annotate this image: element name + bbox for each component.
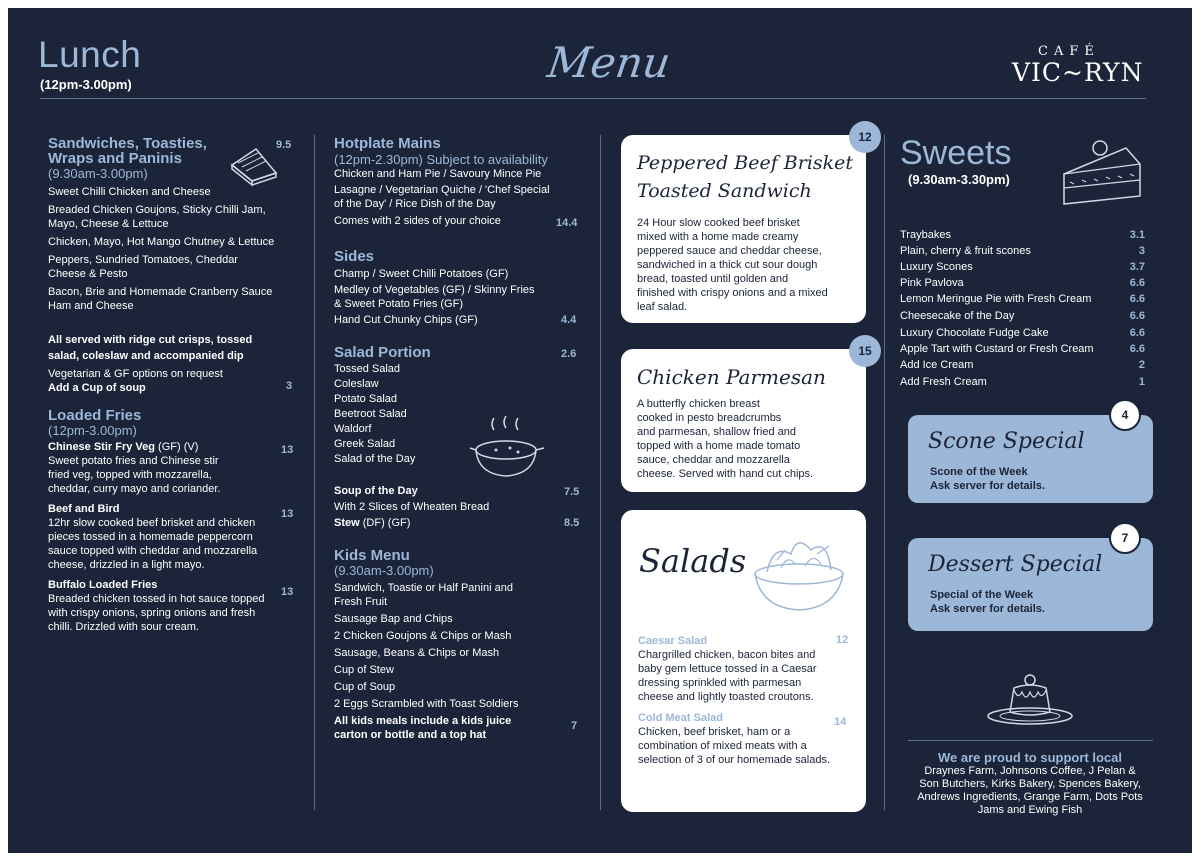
stew-name: Stew xyxy=(334,517,360,529)
hotplate-line: Comes with 2 sides of your choice xyxy=(334,215,501,227)
header-divider xyxy=(40,98,1146,99)
fries-item-desc: with crispy onions, spring onions and fresh xyxy=(48,607,256,619)
sandwiches-price: 9.5 xyxy=(276,139,292,151)
kids-section xyxy=(334,548,584,742)
hotplate-sub: (12pm-2.30pm) Subject to availability xyxy=(334,152,548,167)
sides-price: 4.4 xyxy=(561,314,577,326)
cake-slice-icon xyxy=(1056,134,1146,210)
kids-item: Cup of Stew xyxy=(334,664,394,676)
hotplate-line: Lasagne / Vegetarian Quiche / 'Chef Special xyxy=(334,184,550,196)
fries-item-desc: cheese, drizzled in a light mayo. xyxy=(48,559,205,571)
fries-item-name: Buffalo Loaded Fries xyxy=(48,579,158,591)
parmesan-desc: A butterfly chicken breast xyxy=(637,398,760,410)
sweet-price: 6.6 xyxy=(1129,293,1145,305)
fries-item-desc: Sweet potato fries and Chinese stir xyxy=(48,455,219,467)
sweet-price: 3 xyxy=(1138,245,1145,257)
fries-item-name: Chinese Stir Fry Veg xyxy=(48,441,155,453)
sweet-row xyxy=(900,261,1145,273)
sides-line: Champ / Sweet Chilli Potatoes (GF) xyxy=(334,268,509,280)
sweet-row xyxy=(900,245,1145,257)
brisket-desc: mixed with a home made creamy xyxy=(637,231,799,243)
kids-item: Sausage Bap and Chips xyxy=(334,613,453,625)
fries-item-name: Beef and Bird xyxy=(48,503,120,515)
sweet-name: Lemon Meringue Pie with Fresh Cream xyxy=(900,293,1092,305)
caesar-name: Caesar Salad xyxy=(638,635,708,647)
fries-item-desc: sauce topped with cheddar and mozzarella xyxy=(48,545,258,557)
parmesan-desc: cheese. Served with hand cut chips. xyxy=(637,468,814,480)
salad-item: Tossed Salad xyxy=(334,363,401,375)
parmesan-desc: topped with a home made tomato xyxy=(637,440,801,452)
brisket-title: Toasted Sandwich xyxy=(637,180,812,202)
salad-item: Salad of the Day xyxy=(334,453,416,465)
caesar-desc: cheese and lightly toasted croutons. xyxy=(638,691,814,703)
sweets-title: Sweets xyxy=(900,134,1012,172)
soup-add: Add a Cup of soup xyxy=(48,382,146,394)
fries-item-desc: fried veg, topped with mozzarella, xyxy=(48,469,212,481)
sweet-row xyxy=(900,343,1145,355)
kids-item: Cup of Soup xyxy=(334,681,396,693)
sweet-row xyxy=(900,229,1145,241)
hotplate-price: 14.4 xyxy=(556,217,578,229)
kids-item: Fresh Fruit xyxy=(334,596,388,608)
sides-line: Medley of Vegetables (GF) / Skinny Fries xyxy=(334,284,535,296)
local-line: Draynes Farm, Johnsons Coffee, J Pelan & xyxy=(924,765,1136,777)
sweet-price: 3.1 xyxy=(1129,229,1145,241)
sweet-price: 1 xyxy=(1138,376,1145,388)
brisket-desc: bread, toasted until golden and xyxy=(637,273,789,285)
sweet-name: Cheesecake of the Day xyxy=(900,310,1015,322)
sweet-row xyxy=(900,376,1145,388)
cold-meat-name: Cold Meat Salad xyxy=(638,712,723,724)
local-suppliers xyxy=(900,750,1160,817)
soup-section xyxy=(334,484,584,530)
sweet-price: 6.6 xyxy=(1129,310,1145,322)
sweet-price: 2 xyxy=(1138,359,1145,371)
hotplate-line: Chicken and Ham Pie / Savoury Mince Pie xyxy=(334,168,542,180)
kids-hours: (9.30am-3.00pm) xyxy=(334,563,434,578)
brisket-price-badge: 12 xyxy=(849,121,881,153)
parmesan-desc: sauce, cheddar and mozzarella xyxy=(637,454,790,466)
stew-price: 8.5 xyxy=(564,517,580,529)
kids-note: carton or bottle and a top hat xyxy=(334,729,487,741)
list-item: Bacon, Brie and Homemade Cranberry Sauce xyxy=(48,286,273,298)
fries-item-tag: (GF) (V) xyxy=(154,441,199,453)
kids-item: Sandwich, Toastie or Half Panini and xyxy=(334,582,513,594)
fries-item-desc: 12hr slow cooked beef brisket and chicken xyxy=(48,517,256,529)
loaded-fries-section xyxy=(48,408,298,634)
hotplate-title: Hotplate Mains xyxy=(334,135,441,152)
sweet-price: 6.6 xyxy=(1129,327,1145,339)
scone-special-line: Scone of the Week xyxy=(930,466,1028,478)
local-heading: We are proud to support local xyxy=(938,750,1122,765)
kids-title: Kids Menu xyxy=(334,547,410,564)
salad-item: Coleslaw xyxy=(334,378,379,390)
brisket-desc: leaf salad. xyxy=(637,301,688,313)
sweet-row xyxy=(900,327,1145,339)
brisket-desc: 24 Hour slow cooked beef brisket xyxy=(637,217,800,229)
salads-title: Salads xyxy=(639,542,747,580)
stew-tags: (DF) (GF) xyxy=(359,517,411,529)
soup-add-price: 3 xyxy=(286,380,293,392)
hotplate-section xyxy=(334,136,584,228)
caesar-price: 12 xyxy=(836,634,849,646)
salad-item: Waldorf xyxy=(334,423,372,435)
salad-item: Potato Salad xyxy=(334,393,397,405)
parmesan-price-badge: 15 xyxy=(849,335,881,367)
column-divider xyxy=(314,135,315,810)
scone-special-line: Ask server for details. xyxy=(930,480,1045,492)
sides-section xyxy=(334,249,584,327)
cold-meat-desc: Chicken, beef brisket, ham or a xyxy=(638,726,791,738)
scone-special-badge: 4 xyxy=(1109,399,1141,431)
sweet-row xyxy=(900,359,1145,371)
sweet-name: Pink Pavlova xyxy=(900,277,964,289)
sweet-price: 6.6 xyxy=(1129,277,1145,289)
sweets-hours: (9.30am-3.30pm) xyxy=(908,172,1010,187)
loaded-fries-title: Loaded Fries xyxy=(48,407,142,424)
logo-name: VIC~RYN xyxy=(1012,58,1144,87)
column-divider xyxy=(600,135,601,810)
hotplate-line: of the Day' / Rice Dish of the Day xyxy=(334,198,496,210)
kids-item: 2 Chicken Goujons & Chips or Mash xyxy=(334,630,512,642)
brisket-desc: sandwiched in a thick cut sour dough xyxy=(637,259,818,271)
sweet-name: Traybakes xyxy=(900,229,951,241)
column-divider xyxy=(884,135,885,810)
menu-title: Menu xyxy=(544,38,674,87)
list-item: Peppers, Sundried Tomatoes, Cheddar xyxy=(48,254,238,266)
salads-card xyxy=(621,510,866,812)
dessert-special-line: Ask server for details. xyxy=(930,603,1045,615)
sandwiches-hours: (9.30am-3.00pm) xyxy=(48,166,148,181)
cold-meat-desc: combination of mixed meats with a xyxy=(638,740,807,752)
local-line: Andrews Ingredients, Grange Farm, Dots Pots xyxy=(917,791,1143,803)
brisket-desc: peppered sauce and cheddar cheese, xyxy=(637,245,822,257)
sides-title: Sides xyxy=(334,248,375,265)
sandwich-icon xyxy=(226,143,282,187)
parmesan-desc: cooked in pesto breadcrumbs xyxy=(637,412,782,424)
caesar-desc: baby gem lettuce tossed in a Caesar xyxy=(638,663,817,675)
fries-item-desc: chilli. Drizzled with sour cream. xyxy=(48,621,199,633)
sweet-name: Luxury Scones xyxy=(900,261,973,273)
dessert-special-title: Dessert Special xyxy=(928,552,1103,577)
list-item: Ham and Cheese xyxy=(48,300,134,312)
lunch-hours: (12pm-3.00pm) xyxy=(40,77,132,92)
sides-line: & Sweet Potato Fries (GF) xyxy=(334,298,463,310)
sweet-name: Plain, cherry & fruit scones xyxy=(900,245,1031,257)
kids-note: All kids meals include a kids juice xyxy=(334,715,512,727)
fries-price: 13 xyxy=(281,444,294,456)
soup-desc: With 2 Slices of Wheaten Bread xyxy=(334,501,490,513)
kids-item: Sausage, Beans & Chips or Mash xyxy=(334,647,500,659)
caesar-desc: dressing sprinkled with parmesan xyxy=(638,677,802,689)
fries-item-desc: pieces tossed in a homemade peppercorn xyxy=(48,531,253,543)
sweet-name: Add Ice Cream xyxy=(900,359,974,371)
sandwich-note: salad, coleslaw and accompanied dip xyxy=(48,350,244,362)
list-item: Mayo, Cheese & Lettuce xyxy=(48,218,169,230)
loaded-fries-hours: (12pm-3.00pm) xyxy=(48,423,137,438)
sweet-row xyxy=(900,277,1145,289)
salad-bowl-icon xyxy=(747,524,857,614)
sweet-row xyxy=(900,293,1145,305)
sandwiches-title-1: Sandwiches, Toasties, xyxy=(48,135,207,152)
brisket-desc: finished with crispy onions and a mixed xyxy=(637,287,828,299)
logo-cafe: CAFÉ xyxy=(1038,44,1100,59)
scone-special-title: Scone Special xyxy=(928,429,1085,454)
soup-bowl-icon xyxy=(466,412,550,484)
sweet-name: Add Fresh Cream xyxy=(900,376,987,388)
sweet-name: Apple Tart with Custard or Fresh Cream xyxy=(900,343,1094,355)
dessert-special-line: Special of the Week xyxy=(930,589,1034,601)
brisket-title: Peppered Beef Brisket xyxy=(637,152,854,174)
cold-meat-desc: selection of 3 of our homemade salads. xyxy=(638,754,831,766)
kids-price: 7 xyxy=(571,720,578,732)
sweet-price: 3.7 xyxy=(1129,261,1145,273)
list-item: Sweet Chilli Chicken and Cheese xyxy=(48,186,211,198)
sides-line: Hand Cut Chunky Chips (GF) xyxy=(334,314,478,326)
local-line: Jams and Ewing Fish xyxy=(977,804,1083,816)
lunch-title: Lunch xyxy=(38,34,142,75)
sweet-name: Luxury Chocolate Fudge Cake xyxy=(900,327,1049,339)
parmesan-card xyxy=(621,349,866,492)
soup-name: Soup of the Day xyxy=(334,485,418,497)
fries-price: 13 xyxy=(281,508,294,520)
list-item: Chicken, Mayo, Hot Mango Chutney & Lettuce xyxy=(48,236,275,248)
parmesan-title: Chicken Parmesan xyxy=(637,365,826,389)
sweet-row xyxy=(900,310,1145,322)
cold-meat-price: 14 xyxy=(834,716,847,728)
brisket-card xyxy=(621,135,866,323)
fries-price: 13 xyxy=(281,586,294,598)
salad-portion-title: Salad Portion xyxy=(334,344,431,361)
soup-price: 7.5 xyxy=(564,486,580,498)
dessert-special-badge: 7 xyxy=(1109,522,1141,554)
list-item: Breaded Chicken Goujons, Sticky Chilli Jam, xyxy=(48,204,266,216)
local-line: Son Butchers, Kirks Bakery, Spences Bakery, xyxy=(919,778,1141,790)
fries-item-desc: Breaded chicken tossed in hot sauce topped xyxy=(48,593,265,605)
sandwich-note: All served with ridge cut crisps, tossed xyxy=(48,334,253,346)
salad-item: Beetroot Salad xyxy=(334,408,407,420)
veg-note: Vegetarian & GF options on request xyxy=(48,368,223,380)
salad-item: Greek Salad xyxy=(334,438,396,450)
kids-item: 2 Eggs Scrambled with Toast Soldiers xyxy=(334,698,519,710)
fries-item-desc: cheddar, curry mayo and coriander. xyxy=(48,483,221,495)
sweet-price: 6.6 xyxy=(1129,343,1145,355)
list-item: Cheese & Pesto xyxy=(48,268,128,280)
parmesan-desc: and parmesan, shallow fried and xyxy=(637,426,796,438)
sandwiches-title-2: Wraps and Paninis xyxy=(48,150,182,167)
caesar-desc: Chargrilled chicken, bacon bites and xyxy=(638,649,816,661)
pudding-icon xyxy=(984,668,1078,730)
footer-divider xyxy=(908,740,1153,741)
salad-portion-price: 2.6 xyxy=(561,348,577,360)
